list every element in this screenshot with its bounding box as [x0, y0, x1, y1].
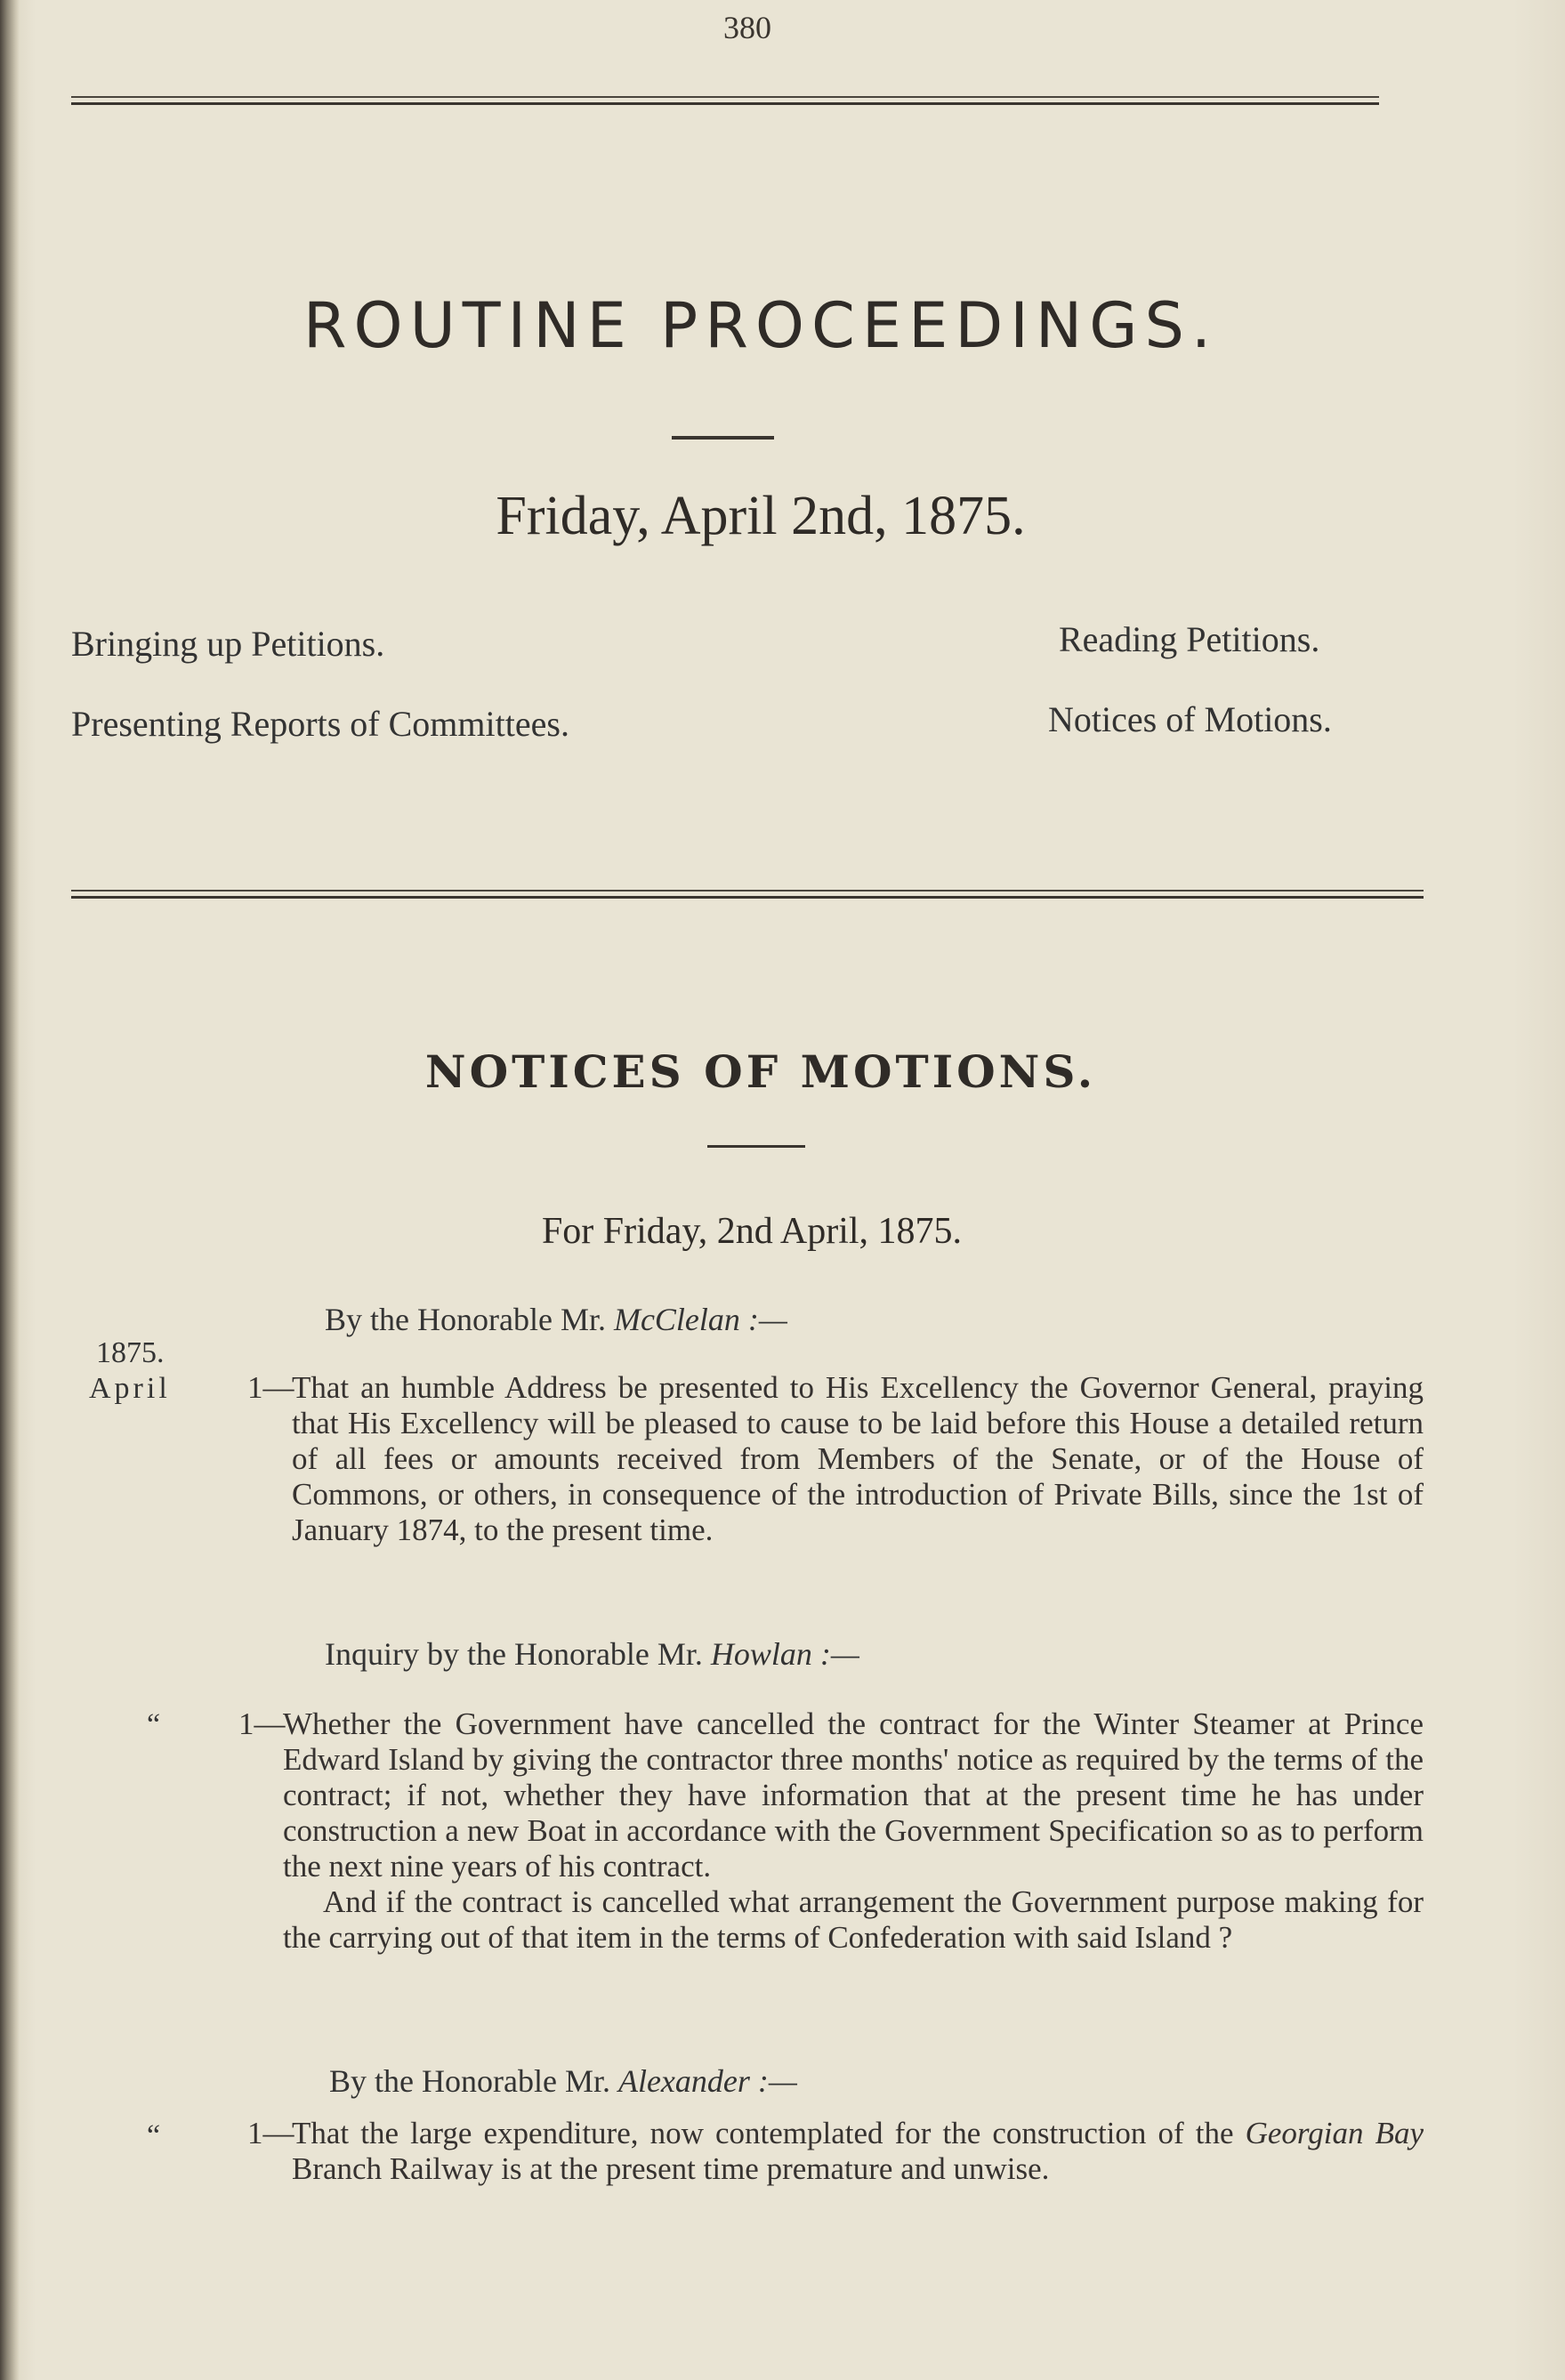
motion-2-text-continued: And if the contract is cancelled what arrangement the Government purpose making for the carrying out of that item in the terms of Confederation with said Island ?	[283, 1884, 1424, 1955]
entry-2-intro-prefix: Inquiry by the Honorable Mr.	[325, 1636, 711, 1672]
margin-month: April	[89, 1372, 171, 1405]
page-number: 380	[723, 10, 771, 45]
motion-3	[247, 2116, 1424, 2187]
motion-2-number: 1—	[238, 1706, 286, 1741]
motion-1	[247, 1370, 1424, 1548]
motion-3-text-before: That the large expenditure, now contemplated for the construction of the	[292, 2116, 1246, 2150]
top-rule	[71, 96, 1379, 98]
motion-3-text-after: Branch Railway is at the present time premature and unwise.	[292, 2151, 1050, 2186]
motion-1-number: 1—	[247, 1370, 294, 1405]
margin-year: 1875.	[96, 1336, 165, 1369]
ditto-mark-2: “	[147, 2119, 161, 2152]
notices-date: For Friday, 2nd April, 1875.	[541, 1211, 963, 1252]
motion-3-railway-name: Georgian Bay	[1245, 2116, 1424, 2150]
item-reading-petitions: Reading Petitions.	[1059, 619, 1320, 659]
entry-3-member-name: Alexander :—	[617, 2063, 797, 2099]
entry-3-intro	[329, 2062, 797, 2100]
motion-1-text: That an humble Address be presented to His Excellency the Governor General, praying that His Excellency will be pleased to cause to be laid before this House a detailed return of all fees or amounts received from Members of the Senate, or of the House of Commons, or others, in consequence of the introduction of Private Bills, since the 1st of January 1874, to the present time.	[292, 1370, 1424, 1547]
entry-1-intro	[325, 1301, 787, 1338]
item-bringing-up-petitions: Bringing up Petitions.	[71, 624, 385, 664]
notices-divider	[707, 1145, 805, 1148]
item-presenting-reports: Presenting Reports of Committees.	[71, 704, 569, 744]
motion-2	[238, 1706, 1424, 1956]
motion-3-text	[292, 2116, 1424, 2187]
ditto-mark-1: “	[147, 1708, 161, 1741]
heading-divider	[672, 436, 774, 440]
entry-3-intro-prefix: By the Honorable Mr.	[329, 2063, 618, 2099]
section-rule	[71, 890, 1424, 891]
motion-3-number: 1—	[247, 2116, 294, 2150]
entry-2-intro	[325, 1635, 859, 1673]
entry-2-member-name: Howlan :—	[710, 1636, 859, 1672]
entry-1-member-name: McClelan :—	[613, 1302, 787, 1337]
routine-proceedings-heading: ROUTINE PROCEEDINGS.	[303, 289, 1219, 362]
item-notices-of-motions: Notices of Motions.	[1048, 699, 1332, 739]
motion-2-text: Whether the Government have cancelled the contract for the Winter Steamer at Prince Edward Island by giving the contractor three months' notice as required by the terms of the contract; if not, whether they have information that at the present time he has under construction a new Boat in accordance with the Government Specification so as to perform the next nine years of his contract.	[283, 1706, 1424, 1884]
entry-1-intro-prefix: By the Honorable Mr.	[325, 1302, 614, 1337]
notices-of-motions-heading: NOTICES OF MOTIONS.	[424, 1045, 1097, 1098]
routine-date: Friday, April 2nd, 1875.	[496, 486, 1026, 546]
